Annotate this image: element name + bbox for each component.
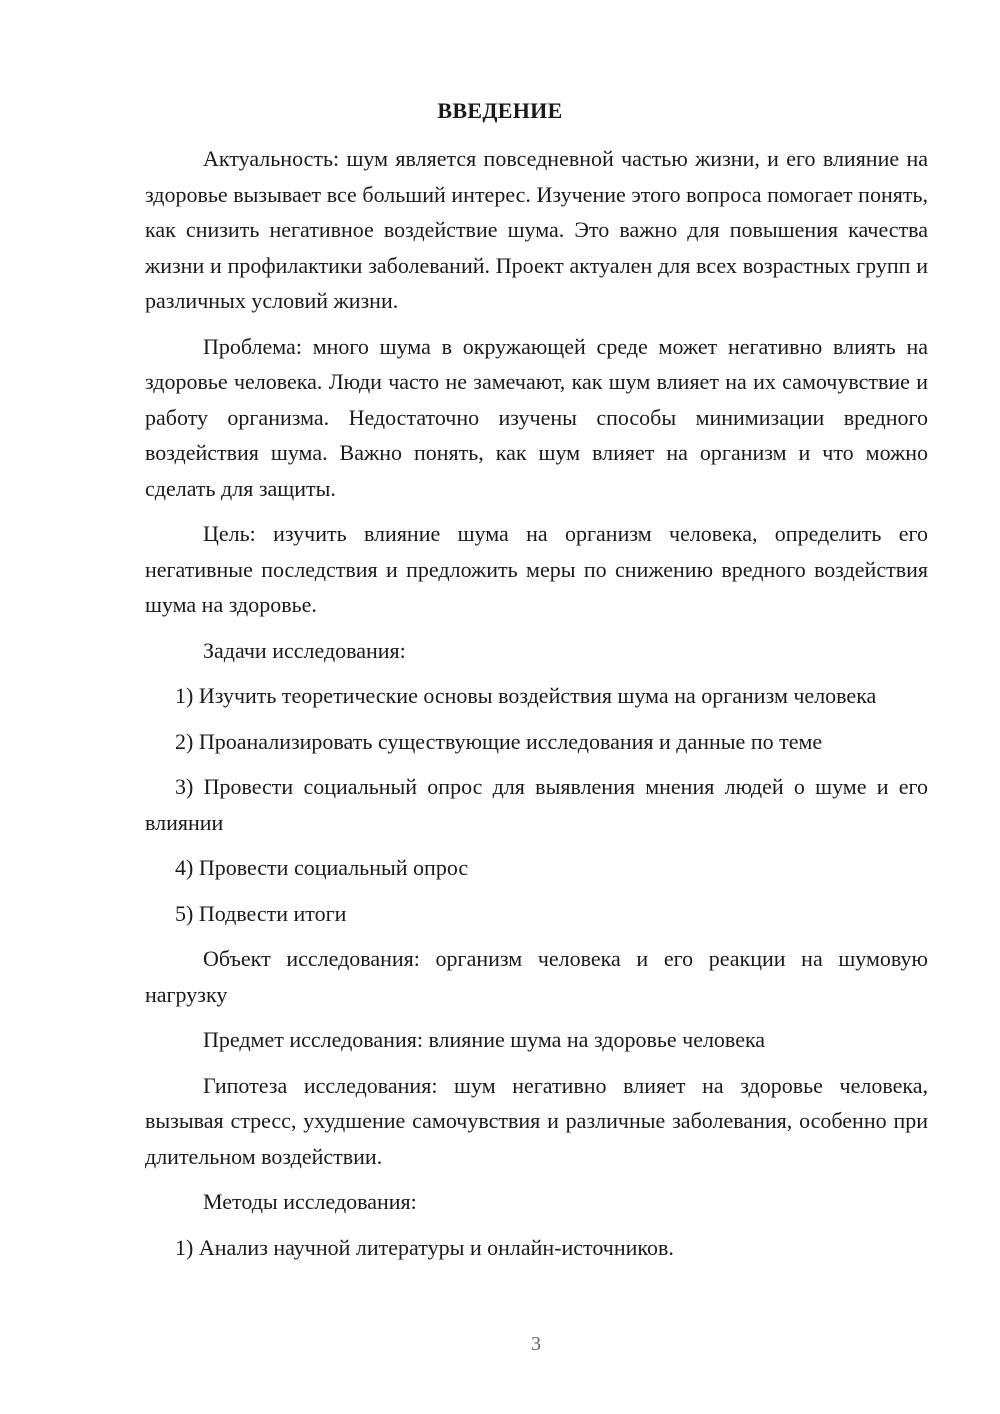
- paragraph-subject: Предмет исследования: влияние шума на здоровье человека: [203, 1027, 766, 1052]
- paragraph-goal: Цель: изучить влияние шума на организм человека, определить его негативные последствия и предложить меры по снижению вредного воздействия шума на здоровье.: [145, 521, 928, 617]
- paragraph-object: Объект исследования: организм человека и его реакции на шумовую нагрузку: [145, 946, 928, 1007]
- paragraph-methods-heading: Методы исследования:: [203, 1189, 417, 1214]
- list-item-task-5: 5) Подвести итоги: [175, 900, 347, 926]
- page-title: ВВЕДЕНИЕ: [437, 98, 563, 123]
- paragraph-tasks-heading: Задачи исследования:: [203, 637, 406, 663]
- list-item-task-4: 4) Провести социальный опрос: [175, 855, 469, 880]
- list-item-task-1: 1) Изучить теоретические основы воздействия шума на организм человека: [175, 683, 877, 708]
- paragraph-hypothesis: Гипотеза исследования: шум негативно влияет на здоровье человека, вызывая стресс, ухудшение самочувствия и различные заболевания, особенно при длительном воздействии.: [145, 1072, 928, 1169]
- list-item-task-3: 3) Провести социальный опрос для выявления мнения людей о шуме и его влиянии: [145, 774, 928, 835]
- paragraph-relevance: Актуальность: шум является повседневной частью жизни, и его влияние на здоровье вызывает все больший интерес. Изучение этого вопроса помогает понять, как снизить негативное воздействие шума. Это важно для повышения качества жизни и профилактики заболеваний. Проект актуален для всех возрастных групп и различных условий жизни.: [145, 146, 928, 313]
- document-body: [145, 141, 928, 1275]
- list-item-method-1: 1) Анализ научной литературы и онлайн-источников.: [175, 1234, 674, 1260]
- paragraph-problem: Проблема: много шума в окружающей среде может негативно влиять на здоровье человека. Люди часто не замечают, как шум влияет на их самочувствие и работу организма. Недостаточно изучены способы минимизации вредного воздействия шума. Важно понять, как шум влияет на организм и что можно сделать для защиты.: [145, 333, 928, 501]
- list-item-task-2: 2) Проанализировать существующие исследования и данные по теме: [175, 728, 823, 754]
- page-number: 3: [531, 1333, 541, 1355]
